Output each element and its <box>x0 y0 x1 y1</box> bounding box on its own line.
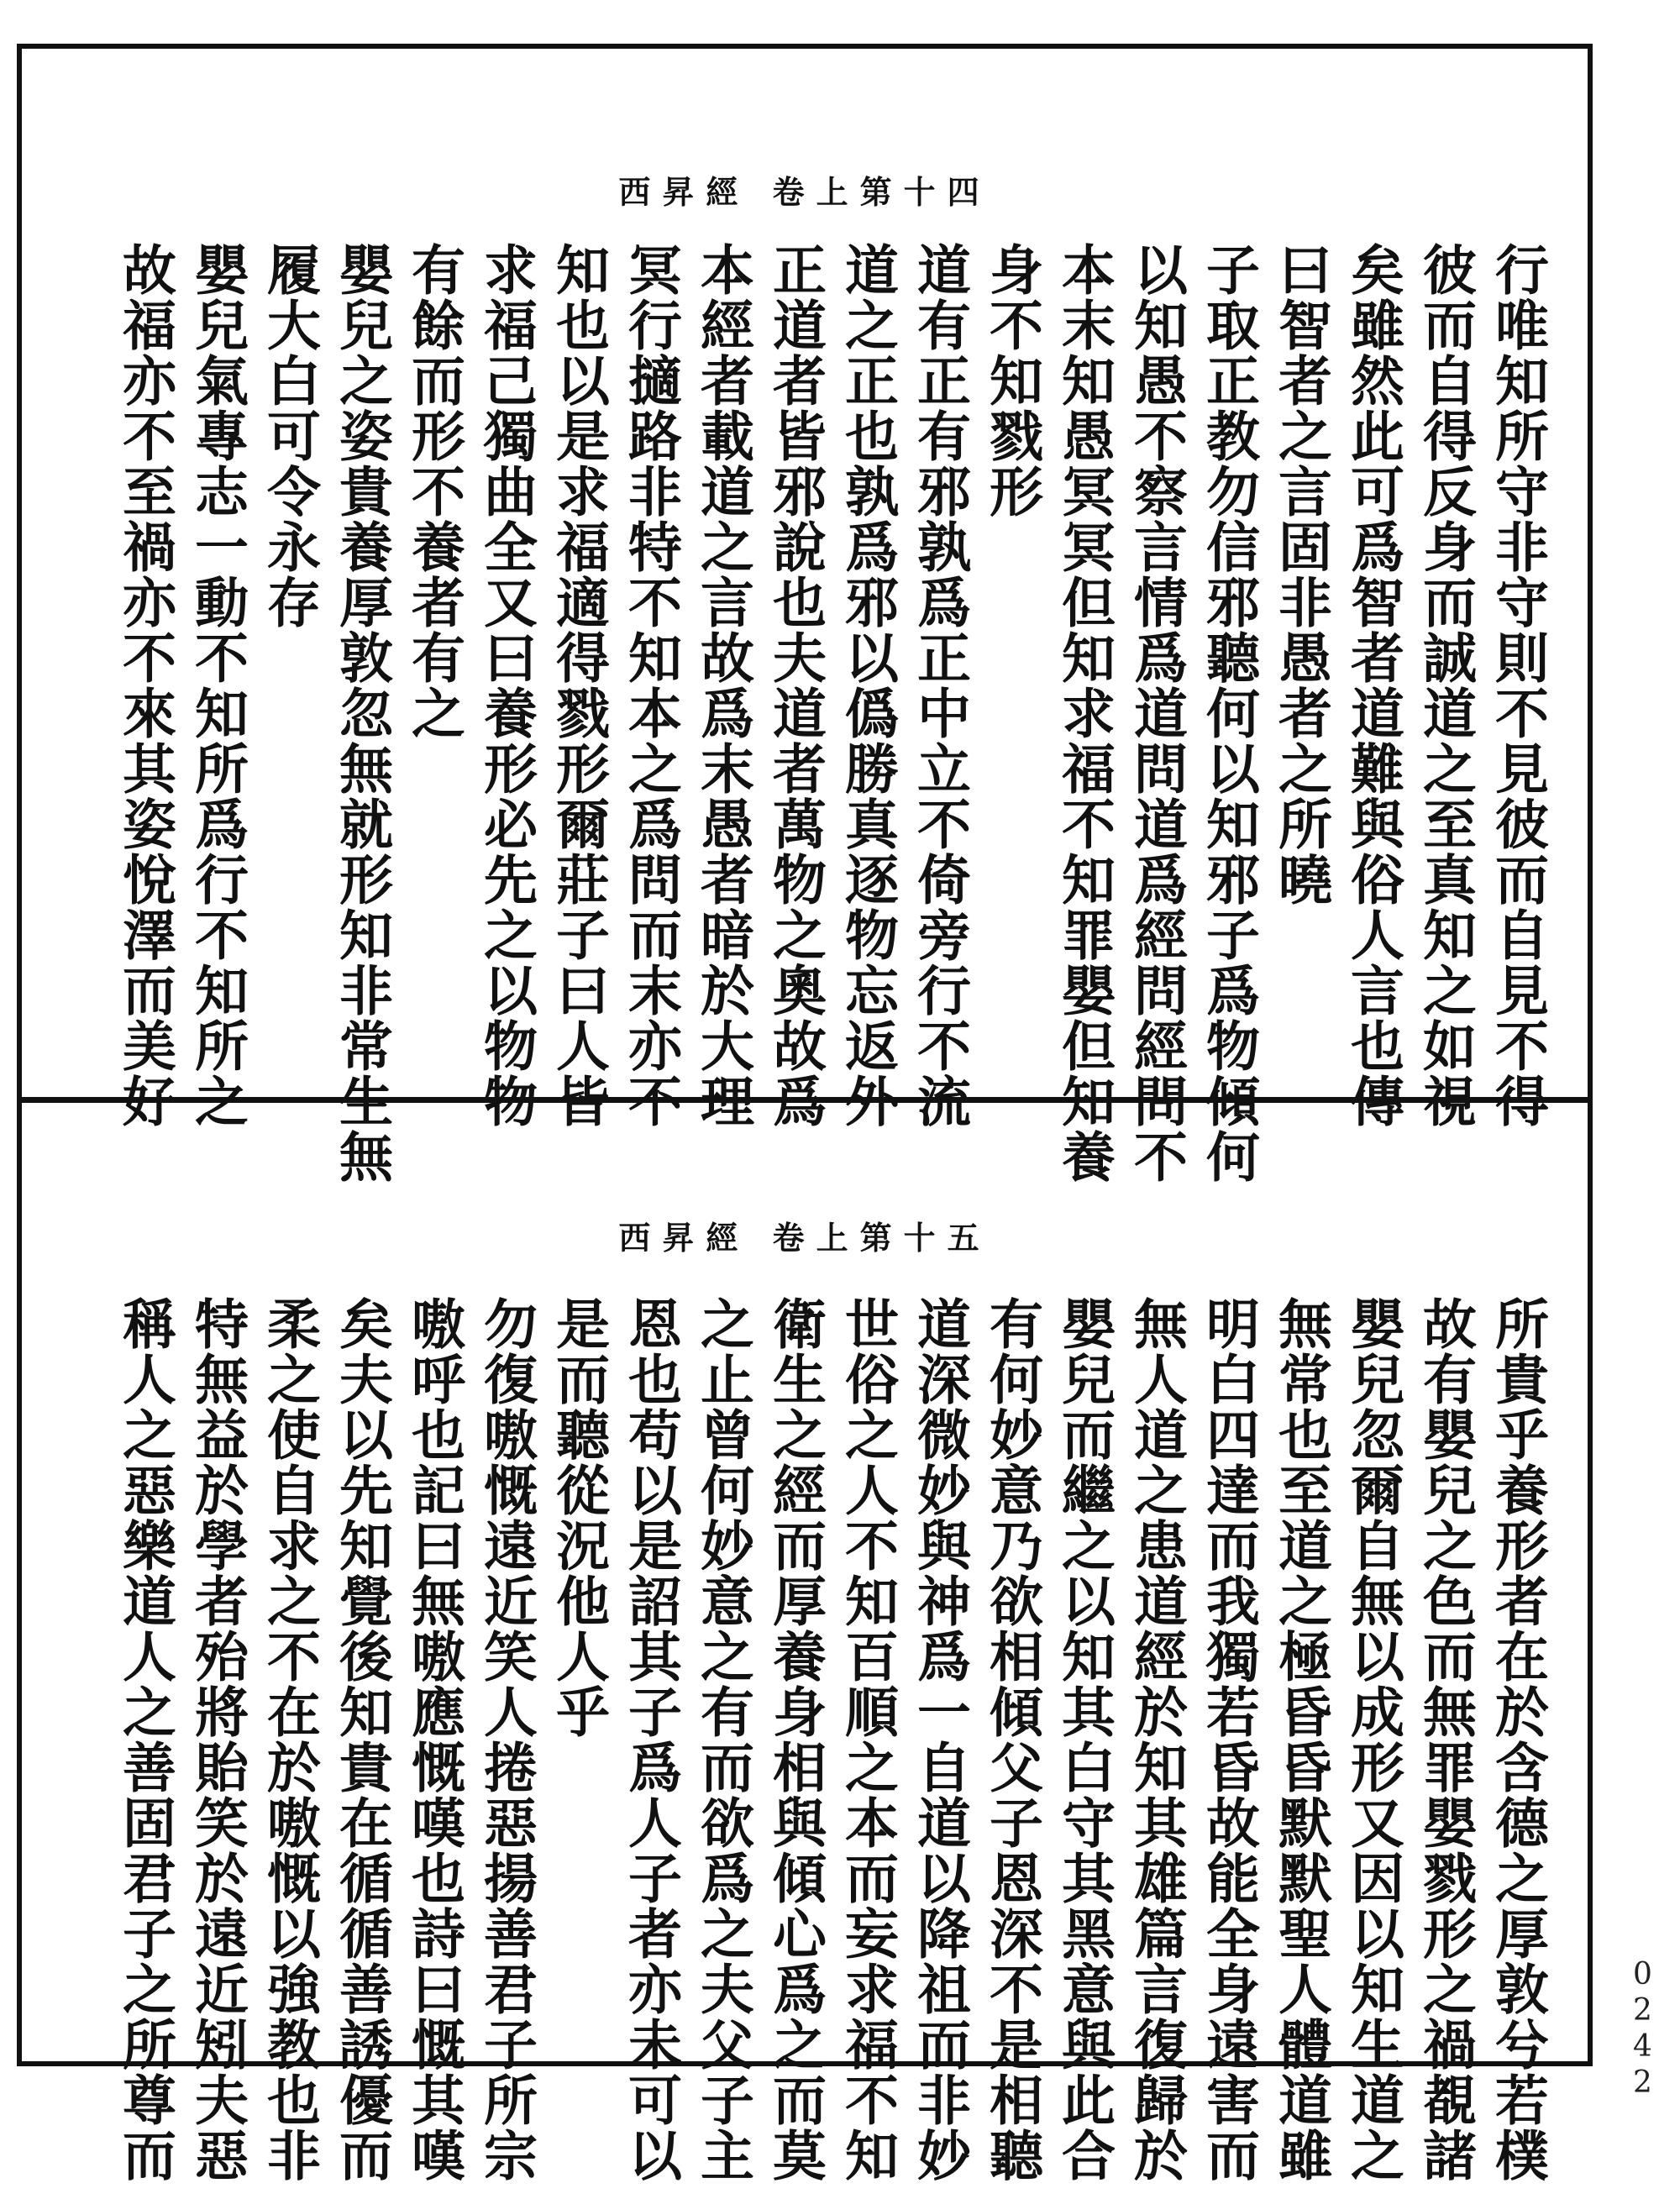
text-column: 恩也苟以是詔其子爲人子者亦未可以 <box>619 1296 682 2183</box>
text-column: 故福亦不至禍亦不來其姿悅澤而美好 <box>113 242 176 1129</box>
top-page-panel <box>22 49 1588 1184</box>
text-column: 勿復嗷慨遠近笑人捲惡揚善君子所宗 <box>475 1296 538 2183</box>
text-column: 嬰兒之姿貴養厚敦忽無就形知非常生無 <box>330 242 393 1184</box>
text-column: 彼而自得反身而誠道之至真知之如視 <box>1414 242 1477 1129</box>
text-column: 明白四達而我獨若昏故能全身遠害而 <box>1197 1296 1260 2183</box>
text-column: 是而聽從況他人乎 <box>547 1296 610 1740</box>
text-column: 矣雖然此可爲智者道難與俗人言也傳 <box>1341 242 1404 1129</box>
bottom-page-panel <box>22 1103 1588 2183</box>
text-column: 世俗之人不知百順之本而妄求福不知 <box>836 1296 899 2183</box>
text-column: 身不知戮形 <box>980 242 1043 519</box>
text-column: 曰智者之言固非愚者之所曉 <box>1269 242 1332 907</box>
text-column: 子取正教勿信邪聽何以知邪子爲物傾何 <box>1197 242 1260 1184</box>
text-column: 本經者載道之言故爲末愚者暗於大理 <box>691 242 754 1129</box>
text-column: 稱人之惡樂道人之善固君子之所尊而 <box>113 1296 176 2183</box>
text-column: 矣夫以先知覺後知貴在循循善誘優而 <box>330 1296 393 2183</box>
text-column: 特無益於學者殆將貽笑於遠近矧夫惡 <box>186 1296 249 2183</box>
text-column: 本末知愚冥冥但知求福不知罪嬰但知養 <box>1053 242 1116 1184</box>
text-column: 無常也至道之極昏昏默默聖人體道雖 <box>1269 1296 1332 2183</box>
text-column: 履大白可令永存 <box>258 242 321 630</box>
text-column: 道有正有邪孰爲正中立不倚旁行不流 <box>908 242 971 1129</box>
text-column: 冥行擿路非特不知本之爲問而末亦不 <box>619 242 682 1129</box>
top-text-columns <box>113 242 1549 1184</box>
text-column: 衛生之經而厚養身相與傾心爲之而莫 <box>764 1296 827 2183</box>
text-column: 嬰兒氣專志一動不知所爲行不知所之 <box>186 242 249 1129</box>
text-column: 求福己獨曲全又曰養形必先之以物物 <box>475 242 538 1129</box>
text-column: 以知愚不察言情爲道問道爲經問經問不 <box>1125 242 1188 1184</box>
text-column: 正道者皆邪說也夫道者萬物之奧故爲 <box>764 242 827 1129</box>
top-page-header: 西昇經 卷上第十四 <box>618 173 991 211</box>
page-divider <box>22 1097 1588 1103</box>
text-column: 嗷呼也記曰無嗷應慨嘆也詩曰慨其嘆 <box>402 1296 465 2183</box>
bottom-text-columns <box>113 1296 1549 2183</box>
bottom-page-header: 西昇經 卷上第十五 <box>618 1219 991 1257</box>
text-column: 道深微妙與神爲一自道以降祖而非妙 <box>908 1296 971 2183</box>
text-column: 之止曾何妙意之有而欲爲之夫父子主 <box>691 1296 754 2183</box>
text-column: 嬰兒而繼之以知其白守其黑意與此合 <box>1053 1296 1116 2183</box>
page-number: 0242 <box>1625 1957 1660 2102</box>
text-column: 有何妙意乃欲相傾父子恩深不是相聽 <box>980 1296 1043 2183</box>
text-column: 有餘而形不養者有之 <box>402 242 465 741</box>
text-column: 嬰兒忽爾自無以成形又因以知生道之 <box>1341 1296 1404 2183</box>
page-frame <box>17 44 1593 2183</box>
text-column: 柔之使自求之不在於嗷慨以強教也非 <box>258 1296 321 2183</box>
text-column: 道之正也孰爲邪以僞勝真逐物忘返外 <box>836 242 899 1129</box>
text-column: 知也以是求福適得戮形爾莊子曰人皆 <box>547 242 610 1129</box>
text-column: 故有嬰兒之色而無罪嬰戮形之禍覩諸 <box>1414 1296 1477 2183</box>
text-column: 行唯知所守非守則不見彼而自見不得 <box>1486 242 1549 1129</box>
text-column: 所貴乎養形者在於含德之厚敦兮若樸 <box>1486 1296 1549 2183</box>
text-column: 無人道之患道經於知其雄篇言復歸於 <box>1125 1296 1188 2183</box>
